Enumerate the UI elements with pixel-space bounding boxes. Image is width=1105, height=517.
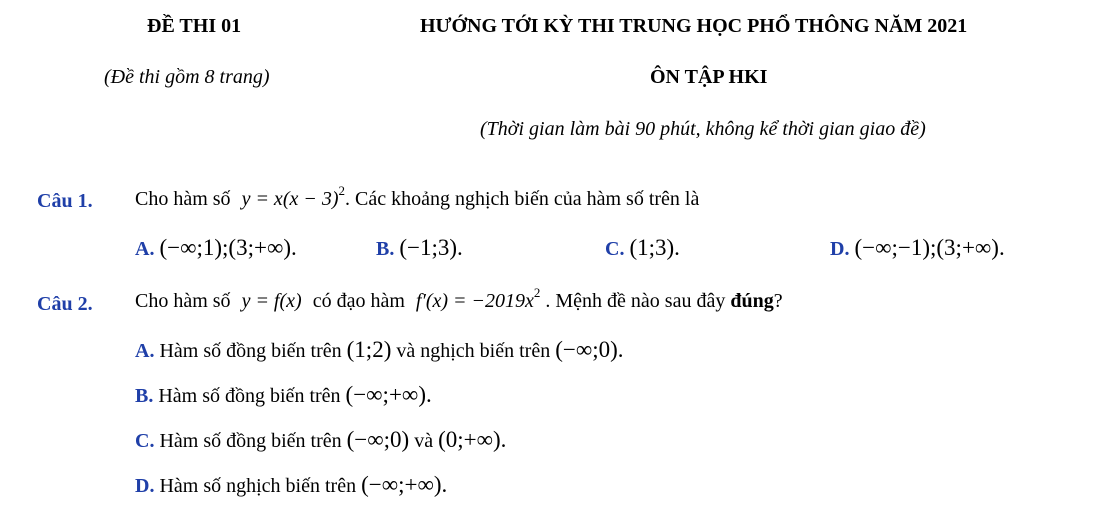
question-2-option-b[interactable] xyxy=(135,382,432,408)
question-2-function: y = f(x) xyxy=(241,290,302,312)
question-1-stem xyxy=(135,183,700,211)
question-1-option-b[interactable] xyxy=(376,235,463,261)
page-count: (Đề thi gồm 8 trang) xyxy=(104,66,270,88)
question-2-derivative: f′(x) = −2019x xyxy=(415,290,534,312)
option-letter: D. xyxy=(135,475,155,497)
question-2-stem-end: ? xyxy=(773,290,783,312)
question-2-stem-prefix: Cho hàm số xyxy=(135,290,231,312)
option-letter: D. xyxy=(830,238,850,260)
question-2-stem-mid: có đạo hàm xyxy=(312,290,405,312)
question-1-stem-prefix: Cho hàm số xyxy=(135,188,231,210)
option-text-mid: và xyxy=(414,430,434,452)
option-text-mid: và nghịch biến trên xyxy=(396,340,551,362)
option-interval-1: (−∞;+∞). xyxy=(345,382,432,407)
option-text: (1;3). xyxy=(629,235,680,260)
exam-title: HƯỚNG TỚI KỲ THI TRUNG HỌC PHỔ THÔNG NĂM 2021 xyxy=(420,15,968,37)
question-1-label: Câu 1. xyxy=(37,190,93,212)
option-text: (−1;3). xyxy=(399,235,463,260)
question-1-exponent: 2 xyxy=(338,183,346,198)
option-letter: A. xyxy=(135,238,155,260)
option-text: (−∞;1);(3;+∞). xyxy=(159,235,297,260)
question-2-option-d[interactable] xyxy=(135,472,447,498)
question-2-exponent: 2 xyxy=(533,285,541,300)
option-text: (−∞;−1);(3;+∞). xyxy=(854,235,1005,260)
option-interval-2: (0;+∞). xyxy=(438,427,507,452)
option-letter: B. xyxy=(376,238,395,260)
option-interval-2: (−∞;0). xyxy=(555,337,624,362)
option-text: Hàm số đồng biến trên xyxy=(159,340,342,362)
option-interval-1: (−∞;+∞). xyxy=(361,472,448,497)
question-1-option-c[interactable] xyxy=(605,235,680,261)
question-2-stem-suffix: . Mệnh đề nào sau đây xyxy=(545,290,726,312)
exam-code: ĐỀ THI 01 xyxy=(147,15,242,37)
question-1-function: y = x(x − 3) xyxy=(241,188,339,210)
option-letter: C. xyxy=(605,238,625,260)
option-interval-1: (1;2) xyxy=(346,337,392,362)
question-2-stem-bold: đúng xyxy=(730,290,774,312)
time-note: (Thời gian làm bài 90 phút, không kể thời gian giao đề) xyxy=(480,118,926,140)
question-2-stem xyxy=(135,285,783,313)
question-2-label: Câu 2. xyxy=(37,293,93,315)
question-2-option-a[interactable] xyxy=(135,337,624,363)
option-letter: B. xyxy=(135,385,154,407)
option-text: Hàm số nghịch biến trên xyxy=(159,475,357,497)
option-text: Hàm số đồng biến trên xyxy=(159,430,342,452)
question-1-stem-suffix: . Các khoảng nghịch biến của hàm số trên là xyxy=(345,188,700,210)
question-2-option-c[interactable] xyxy=(135,427,506,453)
option-interval-1: (−∞;0) xyxy=(346,427,410,452)
question-1-option-d[interactable] xyxy=(830,235,1005,261)
exam-subtitle: ÔN TẬP HKI xyxy=(650,66,768,88)
option-text: Hàm số đồng biến trên xyxy=(158,385,341,407)
option-letter: A. xyxy=(135,340,155,362)
option-letter: C. xyxy=(135,430,155,452)
question-1-option-a[interactable] xyxy=(135,235,297,261)
